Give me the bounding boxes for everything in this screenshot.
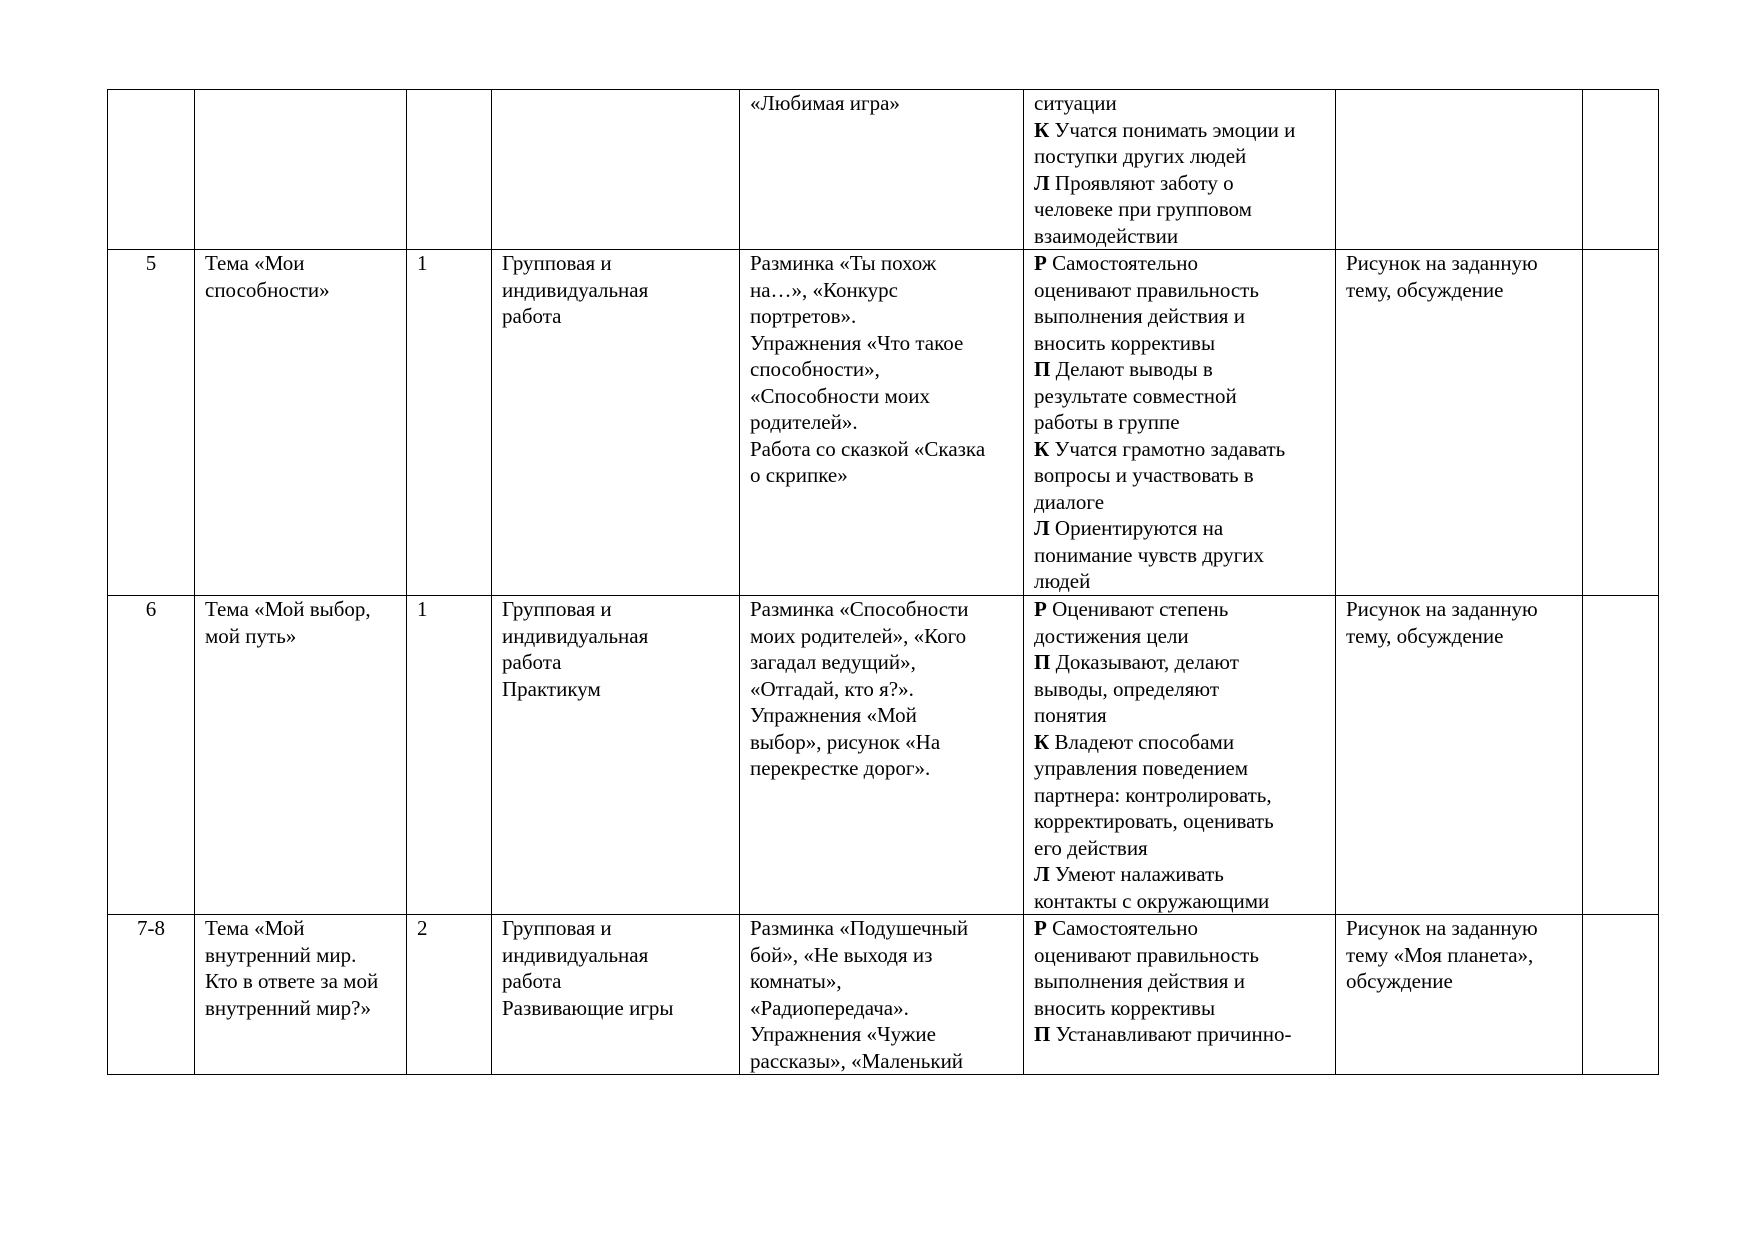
uud-text: Самостоятельно — [1046, 251, 1198, 275]
uud-line — [1034, 861, 1325, 888]
uud-text: выполнения действия и — [1034, 969, 1245, 993]
cell-line: Упражнения «Что такое — [750, 330, 964, 355]
uud-line — [1034, 277, 1325, 304]
cell-line: рассказы», «Маленький — [750, 1048, 964, 1073]
uud-line — [1034, 676, 1325, 703]
cell-line: Развивающие игры — [502, 995, 674, 1020]
cell-line: моих родителей», «Кого — [750, 623, 967, 648]
cell-line: загадал ведущий», — [750, 650, 916, 674]
cell-line: мой путь» — [205, 623, 297, 648]
uud-line — [1034, 303, 1325, 330]
uud-text: Доказывают, делают — [1050, 650, 1239, 674]
lesson-number-cell: 5 — [108, 250, 195, 596]
lesson-plan-table — [107, 89, 1659, 1075]
uud-label: Л — [1034, 516, 1050, 540]
uud-line — [1034, 170, 1325, 197]
uud-line — [1034, 117, 1325, 144]
table-row — [108, 250, 1659, 596]
hours-cell — [407, 90, 492, 250]
uud-line — [1034, 568, 1325, 595]
cell-line: Тема «Мой — [205, 916, 305, 940]
hours-cell: 1 — [407, 596, 492, 915]
uud-line — [1034, 968, 1325, 995]
uud-label: Л — [1034, 862, 1050, 886]
table-body — [108, 90, 1659, 1075]
uud-line — [1034, 515, 1325, 542]
uud-label: П — [1034, 1022, 1051, 1046]
cell-line: о скрипке» — [750, 463, 848, 487]
cell-line: «Любимая игра» — [750, 91, 900, 115]
uud-text: вносить коррективы — [1034, 330, 1216, 355]
cell-line: Рисунок на заданную — [1346, 597, 1538, 621]
cell-line: способности» — [205, 277, 330, 302]
cell-line: комнаты», — [750, 969, 842, 993]
uud-text: вносить коррективы — [1034, 995, 1216, 1020]
uud-text: Учатся понимать эмоции и — [1049, 117, 1296, 142]
work-form-cell — [492, 915, 740, 1075]
uud-line — [1034, 755, 1325, 782]
cell-line: Групповая и — [502, 916, 612, 940]
control-form-cell — [1336, 915, 1583, 1075]
uud-text: выполнения действия и — [1034, 304, 1245, 328]
uud-line — [1034, 223, 1325, 250]
uud-line — [1034, 915, 1325, 942]
uud-line — [1034, 489, 1325, 516]
uud-text: работы в группе — [1034, 410, 1180, 434]
table-row — [108, 90, 1659, 250]
content-cell — [740, 90, 1024, 250]
work-form-cell — [492, 596, 740, 915]
uud-line — [1034, 649, 1325, 676]
uud-line — [1034, 250, 1325, 277]
cell-line: Кто в ответе за мой — [205, 969, 379, 993]
uud-line — [1034, 888, 1325, 915]
uud-cell — [1024, 250, 1336, 596]
uud-text: людей — [1034, 569, 1091, 593]
uud-text: вопросы и участвовать в — [1034, 463, 1254, 487]
uud-text: Умеют налаживать — [1049, 862, 1224, 886]
cell-line: Разминка «Подушечный — [750, 916, 969, 940]
uud-line — [1034, 1021, 1325, 1048]
uud-line — [1034, 330, 1325, 357]
uud-text: Проявляют заботу о — [1049, 170, 1234, 195]
uud-line — [1034, 409, 1325, 436]
notes-cell — [1583, 90, 1659, 250]
uud-text: человеке при групповом — [1034, 197, 1252, 221]
topic-cell — [195, 90, 407, 250]
cell-line: «Способности моих — [750, 383, 931, 408]
uud-text: выводы, определяют — [1034, 676, 1220, 701]
content-cell — [740, 915, 1024, 1075]
topic-cell — [195, 915, 407, 1075]
uud-text: поступки других людей — [1034, 144, 1247, 168]
uud-text: результате совместной — [1034, 383, 1237, 408]
uud-text: Ориентируются на — [1049, 516, 1224, 540]
uud-label: П — [1034, 357, 1051, 381]
uud-text: партнера: контролировать, — [1034, 782, 1272, 807]
uud-text: корректировать, оценивать — [1034, 809, 1274, 833]
lesson-number-cell: 6 — [108, 596, 195, 915]
uud-line — [1034, 383, 1325, 410]
uud-line — [1034, 782, 1325, 809]
uud-text: Учатся грамотно задавать — [1049, 436, 1286, 461]
uud-text: достижения цели — [1034, 623, 1189, 648]
control-form-cell — [1336, 90, 1583, 250]
cell-line: работа — [502, 650, 562, 674]
notes-cell — [1583, 596, 1659, 915]
cell-line: родителей». — [750, 410, 858, 434]
cell-line: бой», «Не выходя из — [750, 942, 933, 967]
uud-line — [1034, 462, 1325, 489]
cell-line: выбор», рисунок «На — [750, 729, 941, 754]
topic-cell — [195, 250, 407, 596]
uud-label: К — [1034, 436, 1050, 461]
uud-text: его действия — [1034, 835, 1148, 860]
work-form-cell — [492, 90, 740, 250]
uud-label: Р — [1034, 251, 1047, 275]
notes-cell — [1583, 250, 1659, 596]
cell-line: Рисунок на заданную — [1346, 251, 1538, 275]
lesson-number-cell: 7-8 — [108, 915, 195, 1075]
uud-cell — [1024, 90, 1336, 250]
cell-line: Тема «Мои — [205, 251, 305, 275]
cell-line: Тема «Мой выбор, — [205, 597, 371, 621]
uud-cell — [1024, 915, 1336, 1075]
cell-line: Рисунок на заданную — [1346, 916, 1538, 940]
hours-cell: 2 — [407, 915, 492, 1075]
cell-line: Работа со сказкой «Сказка — [750, 436, 986, 461]
notes-cell — [1583, 915, 1659, 1075]
cell-line: Разминка «Ты похож — [750, 251, 937, 275]
cell-line: Разминка «Способности — [750, 597, 969, 621]
uud-cell — [1024, 596, 1336, 915]
cell-line: внутренний мир. — [205, 942, 357, 967]
content-cell — [740, 596, 1024, 915]
cell-line: способности», — [750, 357, 880, 381]
uud-text: диалоге — [1034, 489, 1105, 514]
cell-line: работа — [502, 304, 562, 328]
uud-label: Р — [1034, 916, 1047, 940]
cell-line: работа — [502, 969, 562, 993]
cell-line: «Радиопередача». — [750, 995, 909, 1020]
uud-line — [1034, 729, 1325, 756]
uud-label: П — [1034, 650, 1051, 674]
uud-text: Самостоятельно — [1046, 916, 1198, 940]
uud-text: оценивают правильность — [1034, 277, 1259, 302]
uud-text: оценивают правильность — [1034, 942, 1259, 967]
uud-line — [1034, 702, 1325, 729]
uud-line — [1034, 995, 1325, 1022]
cell-line: перекрестке дорог». — [750, 756, 931, 780]
content-cell — [740, 250, 1024, 596]
hours-cell: 1 — [407, 250, 492, 596]
uud-line — [1034, 90, 1325, 117]
lesson-number-cell — [108, 90, 195, 250]
cell-line: «Отгадай, кто я?». — [750, 676, 914, 701]
uud-text: управления поведением — [1034, 756, 1249, 780]
uud-label: К — [1034, 729, 1050, 754]
control-form-cell — [1336, 596, 1583, 915]
uud-line — [1034, 542, 1325, 569]
topic-cell — [195, 596, 407, 915]
cell-line: тему, обсуждение — [1346, 623, 1504, 648]
uud-label: Р — [1034, 597, 1047, 621]
cell-line: Упражнения «Мой — [750, 703, 917, 727]
uud-label: К — [1034, 117, 1050, 142]
control-form-cell — [1336, 250, 1583, 596]
uud-text: Делают выводы в — [1050, 357, 1213, 381]
uud-text: понятия — [1034, 703, 1107, 727]
uud-text: ситуации — [1034, 91, 1117, 115]
cell-line: портретов». — [750, 304, 857, 328]
cell-line: тему «Моя планета», — [1346, 942, 1534, 967]
uud-text: Оценивают степень — [1046, 597, 1229, 621]
uud-text: контакты с окружающими — [1034, 888, 1270, 913]
uud-text: Устанавливают причинно- — [1050, 1022, 1292, 1046]
uud-line — [1034, 196, 1325, 223]
uud-line — [1034, 436, 1325, 463]
uud-line — [1034, 596, 1325, 623]
cell-line: Практикум — [502, 676, 601, 701]
cell-line: индивидуальная — [502, 277, 649, 302]
work-form-cell — [492, 250, 740, 596]
uud-line — [1034, 942, 1325, 969]
cell-line: тему, обсуждение — [1346, 277, 1504, 302]
uud-line — [1034, 623, 1325, 650]
table-row — [108, 596, 1659, 915]
uud-line — [1034, 808, 1325, 835]
cell-line: индивидуальная — [502, 623, 649, 648]
cell-line: индивидуальная — [502, 942, 649, 967]
cell-line: Групповая и — [502, 597, 612, 621]
table-row — [108, 915, 1659, 1075]
uud-label: Л — [1034, 170, 1050, 195]
cell-line: Упражнения «Чужие — [750, 1022, 936, 1046]
uud-text: взаимодействии — [1034, 223, 1179, 248]
uud-line — [1034, 143, 1325, 170]
uud-line — [1034, 835, 1325, 862]
cell-line: на…», «Конкурс — [750, 277, 898, 302]
uud-line — [1034, 356, 1325, 383]
cell-line: обсуждение — [1346, 969, 1453, 993]
cell-line: внутренний мир?» — [205, 995, 371, 1020]
uud-text: понимание чувств других — [1034, 542, 1265, 567]
cell-line: Групповая и — [502, 251, 612, 275]
uud-text: Владеют способами — [1049, 729, 1235, 754]
